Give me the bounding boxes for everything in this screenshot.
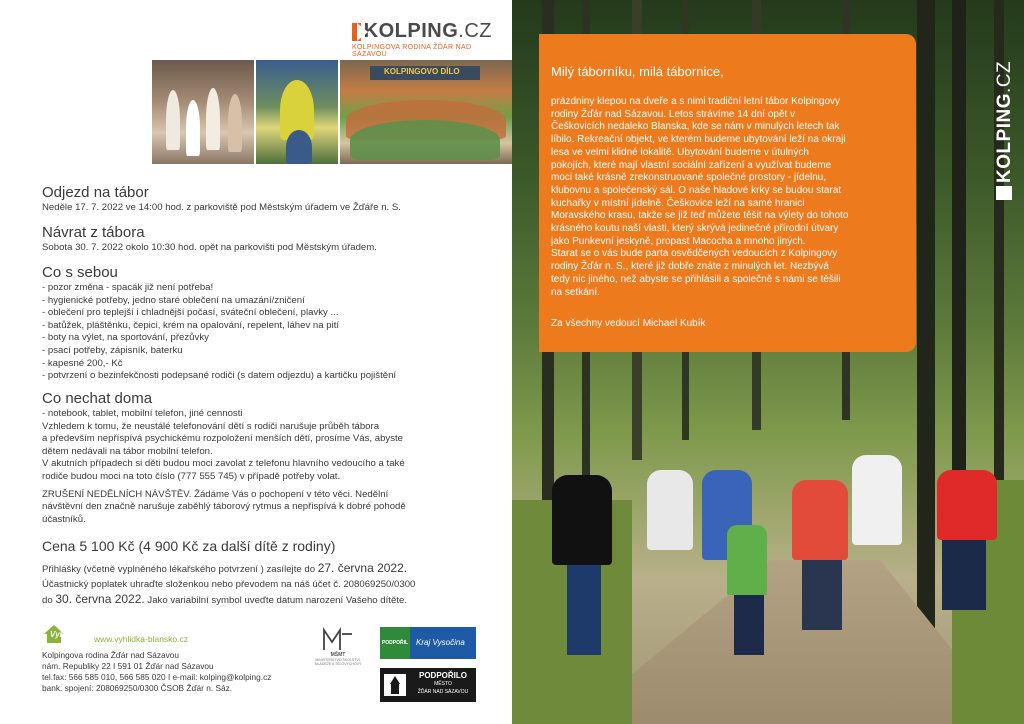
kolping-vertical-logo: KOLPING.CZ [972, 40, 1004, 200]
org-contact: tel.fax: 566 585 010, 566 585 020 I e-mail: kolping@kolping.cz [42, 672, 272, 682]
photo-sign-text: KOLPINGOVO DÍLO [384, 67, 460, 76]
kolping-k-icon [352, 23, 361, 41]
letter-line: prázdniny klepou na dveře a s nimi tradiční letní tábor Kolpingovy [551, 96, 841, 107]
letter-line: Moravského krasu, takže se již teď můžete těšit na výlety do tohoto [551, 210, 849, 222]
signup-payment: Účastnický poplatek uhraďte složenkou nebo převodem na náš účet č. 208069250/0300 [42, 578, 416, 590]
bring-item: - batůžek, pláštěnku, čepici, krém na opalování, repelent, láhev na pití [42, 319, 340, 331]
bring-item: - kapesné 200,- Kč [42, 357, 123, 369]
letter-line: tedy nic jiného, než abyste se přihlásili a společně s námi se těšili [551, 273, 841, 285]
bring-item: - pozor změna - spacák již není potřeba! [42, 282, 214, 293]
departure-title: Odjezd na tábor [42, 184, 149, 201]
letter-line: Češkovicích nedaleko Blanska, kde se nám v minulých letech tak [551, 121, 840, 133]
mesto-zdar-logo [380, 668, 476, 702]
letter-line: krásného koutu naší vlasti, který skrývá jedinečné přírodní útvary [551, 223, 839, 235]
visits-line: návštěvní den značně narušuje zaběhlý táborový rytmus a nepřispívá k dobré pohodě [42, 501, 406, 513]
visits-line: účastníků. [42, 513, 86, 525]
bring-item: - boty na výlet, na sportování, přezůvky [42, 332, 209, 344]
letter-body [551, 96, 848, 299]
group-photo-1 [152, 60, 254, 164]
letter-line: rodiny Žďár nad Sázavou. Letos strávíme 14 dní opět v [551, 108, 796, 120]
logo-subtitle: KOLPINGOVA RODINA ŽĎÁR NAD SÁZAVOU [352, 44, 472, 58]
price-text: Cena 5 100 Kč (4 900 Kč za další dítě z rodiny) [42, 538, 336, 554]
letter-line: Starat se o vás bude parta osvědčených vedoucích z Kolpingovy [551, 248, 838, 260]
leave-title: Co nechat doma [42, 390, 153, 407]
letter-line: rodiny Žďár n. S., které již dobře znáte z minulých let. Nezbývá [551, 261, 829, 273]
msmt-text: MŠMT [330, 652, 346, 658]
return-section [42, 224, 502, 255]
return-text: Sobota 30. 7. 2022 okolo 10:30 hod. opět na parkovišti pod Městským úřadem. [42, 242, 377, 253]
price-section [42, 538, 502, 554]
church-icon [384, 674, 406, 696]
letter-line: klubovnu a společenský sál. O naše hladové krky se budou starat [551, 184, 842, 196]
leave-section [42, 390, 502, 526]
vyhlidka-logo [42, 622, 88, 644]
msmt-logo [310, 624, 366, 668]
signup-deadline: 27. června 2022. [317, 561, 408, 575]
payment-deadline: 30. června 2022. [55, 592, 145, 607]
leave-line: Vzhledem k tomu, že neustálé telefonování dětí s rodiči narušuje průběh tábora [42, 420, 380, 432]
departure-section [42, 184, 502, 215]
vyhlidka-logo-text: Vyhlídka [50, 630, 83, 639]
mesto-label: PODPOŘILO [418, 671, 467, 680]
visits-line: ZRUŠENÍ NEDĚLNÍCH NÁVŠTĚV. Žádáme Vás o pochopení v této věci. Nedělní [42, 488, 389, 500]
org-address: nám. Republiky 22 I 591 01 Žďár nad Sázavou [42, 661, 214, 671]
vyhlidka-url[interactable]: www.vyhlidka-blansko.cz [94, 634, 189, 644]
bring-item: - oblečení pro teplejší i chladnější počasí, sváteční oblečení, plavky ... [42, 307, 339, 319]
kraj-label: PODPOŘIL [381, 640, 409, 646]
photo-strip [152, 60, 512, 164]
bring-section [42, 264, 502, 383]
leave-line: a především nepříspívá psychickému rozpoložení menších dětí, prosíme Vás, abyste [42, 433, 404, 445]
kolping-logo: KOLPING .CZ KOLPINGOVA RODINA ŽĎÁR NAD SÁZAVOU [352, 20, 492, 58]
group-photo-2 [256, 60, 338, 164]
footer-contact [42, 650, 271, 694]
letter-signature: Za všechny vedoucí Michael Kubík [551, 318, 706, 329]
bring-item: - potvrzení o bezinfekčnosti podepsané rodiči (s datem odjezdu) a kartičku pojištění [42, 370, 397, 382]
kraj-name: Kraj Vysočina [416, 638, 465, 647]
msmt-icon [322, 626, 354, 652]
mesto-name: MĚSTO [434, 681, 452, 687]
bring-title: Co s sebou [42, 264, 118, 281]
letter-line: líbilo. Rekreační objekt, ve kterém budeme ubytování leží na okraji [551, 134, 846, 146]
group-photo-3 [340, 60, 512, 164]
letter-line: na setkání. [551, 286, 600, 298]
return-title: Návrat z tábora [42, 224, 145, 241]
org-name: Kolpingova rodina Žďár nad Sázavou [42, 650, 180, 660]
letter-greeting: Milý táborníku, milá tábornice, [551, 64, 724, 79]
vertical-k-icon [996, 186, 1012, 200]
leave-line: - notebook, tablet, mobilní telefon, jiné cennosti [42, 408, 243, 419]
msmt-sub-text: MINISTERSTVO ŠKOLSTVÍ, MLÁDEŽE A TĚLOVÝCHOVY [314, 658, 362, 666]
kraj-vysocina-logo [380, 627, 476, 659]
departure-text: Neděle 17. 7. 2022 ve 14:00 hod. z parkoviště pod Městským úřadem ve Žďáře n. S. [42, 202, 401, 213]
leave-line: V akutních případech si děti budou moci zavolat z telefonu hlavního vedoucího a také [42, 458, 405, 470]
letter-line: jako Punkevní jeskyně, propast Macocha a mnoho jiných. [551, 235, 806, 247]
letter-line: kuchařky v místní jídelně. Češkovice leží na samé hranici [551, 197, 805, 209]
bring-item: - psací potřeby, zápisník, baterku [42, 344, 183, 356]
letter-line: lesa ve velmi klidné lokalitě. Ubytování budeme v útulných [551, 146, 809, 158]
leave-line: dětem nedávali na tábor mobilní telefon. [42, 445, 213, 457]
letter-line: pokojích, které mají vlastní sociální zařízení a využívat budeme [551, 159, 832, 171]
leave-line: rodiče budou moci na toto číslo (777 555 745) v případě potřeby volat. [42, 470, 341, 482]
signup-section: Přihlášky (včetně vyplněného lékařského potvrzení ) zasílejte do 27. června 2022. Účastnický poplatek uhraďte složenkou nebo převodem na náš účet č. 208069250/0300 do 30. června 2022. Jako variabilní symbol uveďte datum narození Vašeho dítěte. [42, 562, 502, 608]
letter-box [539, 34, 916, 352]
letter-line: moci také krásně zrekonstruované společné prostory - jídelnu, [551, 172, 827, 184]
mesto-city: ŽĎÁR NAD SÁZAVOU [417, 689, 469, 695]
bring-item: - hygienické potřeby, jedno staré oblečení na umazání/zničení [42, 294, 305, 306]
org-bank: bank. spojení: 208069250/0300 ČSOB Žďár n. Sáz. [42, 683, 233, 693]
